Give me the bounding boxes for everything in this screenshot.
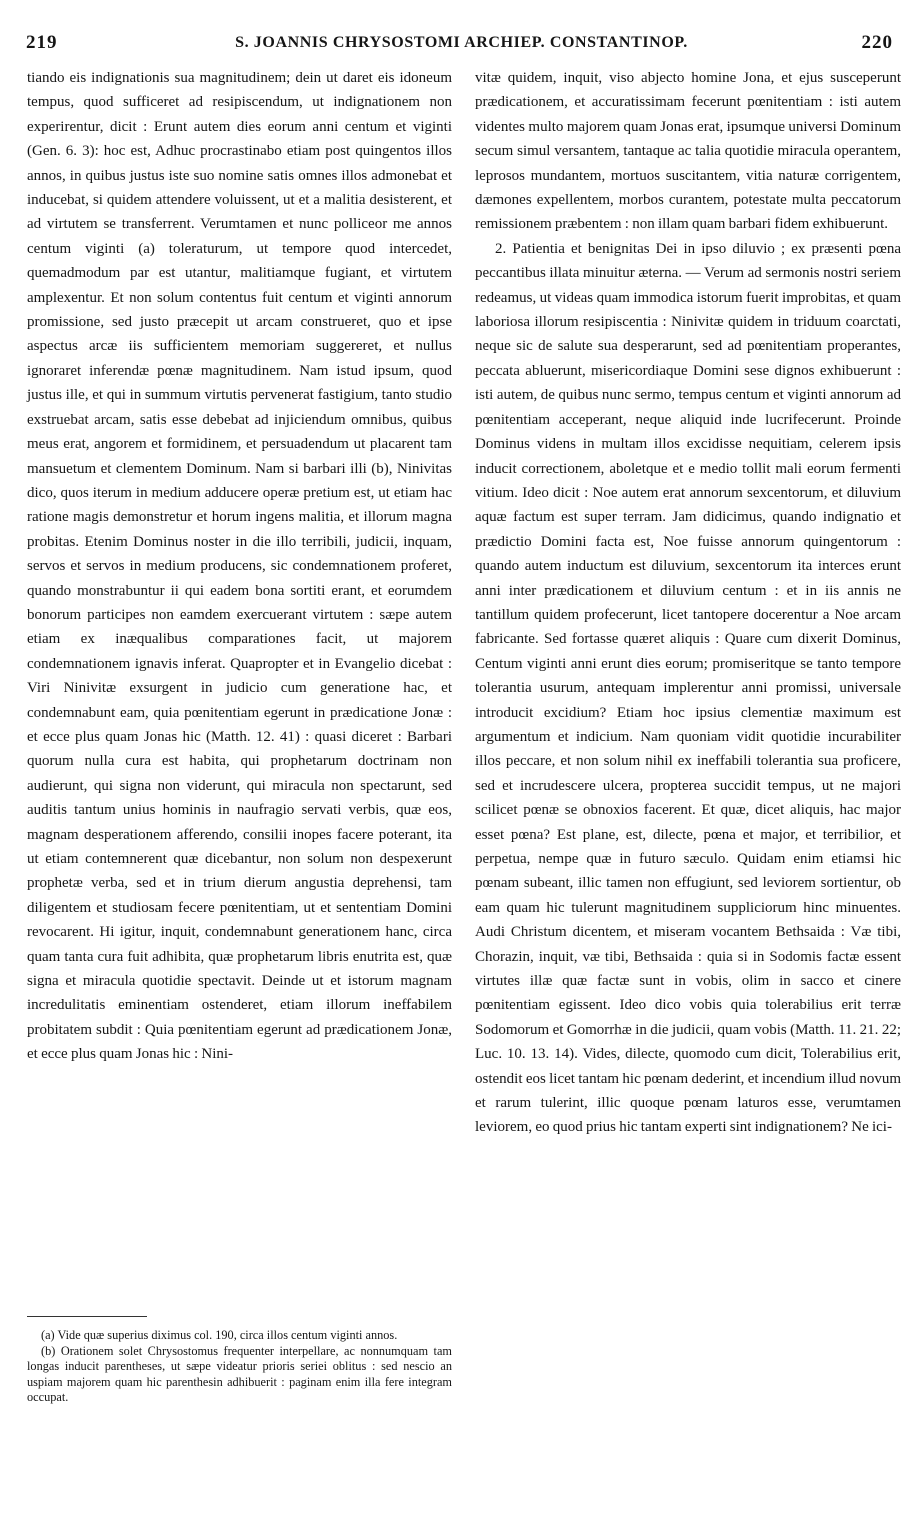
right-column: [475, 66, 901, 1501]
running-header: [0, 32, 923, 58]
left-column: [27, 66, 452, 1311]
footnotes: [27, 1328, 452, 1406]
page-number-left: 219: [26, 32, 58, 53]
right-paragraph-2: 2. Patientia et benignitas Dei in ipso diluvio ; ex præsenti pœna peccantibus illata minuitur æterna. — Verum ad sermonis nostri seriem redeamus, ut videas quam immodica istorum fuerit improbitas, et quam laboriosa illorum resipiscentia : Ninivitæ quidem in triduum coarctati, neque sic de salute sua desperarunt, sed ad pœnitentiam properantes, peccata abluerunt, misericordiaque Domini sese dignos exhibuerunt : isti autem, de quibus nunc sermo, tempus centum et viginti annorum ad pœnitentiam acceperant, neque aliquid inde lucrifecerunt. Proinde Dominus videns in multam illos excidisse nequitiam, celerem ipsis inducit correctionem, aboletque et e medio tollit mali eorum fermenti vitium. Ideo dicit : Noe autem erat annorum sexcentorum, et diluvium aquæ factum est super terram. Jam didicimus, quando indignatio et prædictio Domini facta est, Noe fuisse annorum quingentorum : quando autem inductum est diluvium, sexcentorum ita interces erunt anni inter prædicationem et diluvium centum : et in iis annis ne tantillum quidem profecerunt, licet tantopere docerentur a Noe arcam fabricante. Sed fortasse quæret aliquis : Quare cum dixerit Dominus, Centum viginti anni erunt dies eorum; promiseritque se tanto tempore tolerantia usurum, antequam implerentur anni promissi, universale introducit excidium? Etiam hoc ipsius clementiæ maximum est argumentum et indicium. Nam quoniam vidit quotidie incurabiliter illos peccare, et non solum nihil ex ineffabili tolerantia sua proficere, sed et incrudescere ulcera, propterea succidit tempus, ut ne majori scilicet pœnæ se obnoxios facerent. Et quæ, dicet aliquis, hac major esset pœna? Est plane, est, dilecte, pœna et major, et terribilior, et perpetua, nempe quæ in futuro sæculo. Quidam enim etiamsi hic pœnam subeant, illic tamen non effugiunt, sed leviorem sortientur, ob eam quam hic tulerunt magnitudinem suppliciorum hinc minuentes. Audi Christum dicentem, et miseram vocantem Bethsaida : Væ tibi, Chorazin, inquit, væ tibi, Bethsaida : quia si in Sodomis factæ essent virtutes illæ quæ factæ sunt in vobis, olim in sacco et cinere pœnitentiam egissent. Ideo dico vobis quia tolerabilius erit terræ Sodomorum et Gomorrhæ in die judicii, quam vobis (Matth. 11. 21. 22; Luc. 10. 13. 14). Vides, dilecte, quomodo cum dicit, Tolerabilius erit, ostendit eos licet tantam hic pœnam dederint, et incendium illud novum et rarum tulerint, illic quoque pœnam laturos esse, verumtamen leviorem, eo quod prius hic tantam experti sint indignationem? Ne ici-: [475, 240, 901, 1136]
page-number-right: 220: [861, 32, 893, 53]
footnote-a: (a) Vide quæ superius diximus col. 190, circa illos centum viginti annos.: [41, 1328, 398, 1342]
left-paragraph-1: tiando eis indignationis sua magnitudinem; dein ut daret eis idoneum tempus, quod sufficeret ad resipiscendum, ut indignationem non experirentur, dicit : Erunt autem dies eorum anni centum et viginti (Gen. 6. 3): hoc est, Adhuc procrastinabo etiam post quingentos illos annos, in quibus justus iste suo nomine satis omnes illos admonebat et inducebat, si quidem attendere voluissent, ut et a malitia desisterent, et ad virtutem se transferrent. Verumtamen et nunc polliceor me annos centum viginti (a) toleraturum, ut tempore quod intercedet, quemadmodum par est utantur, malitiamque fugiant, et virtutem amplexentur. Et non solum contentus fuit centum et viginti annorum promissione, sed justo præcepit ut arcam construeret, quo et ipse aspectus arcæ iis sufficientem memoriam suggereret, et nullus ignoraret inferendæ pœnæ magnitudinem. Nam istud ipsum, quod justus ille, et qui in summum virtutis pervenerat fastigium, tanto studio exstruebat arcam, satis esse debebat ad injiciendum omnibus, quibus meus erat, angorem et formidinem, et persuadendum ut placarent tam mansuetum et clementem Dominum. Nam si barbari illi (b), Ninivitas dico, quos iterum in medium adducere operæ pretium est, ut etiam hac ratione magis demonstretur et horum ingens malitia, et illorum magna probitas. Etenim Dominus noster in die illo terribili, judicii, inquam, servos et servos in medium producens, sic condemnationem proferet, quando monstrabuntur ii qui eadem bona sortiti erant, et eorumdem bonorum participes non eamdem exercuerant virtutem : sæpe autem etiam ex inæqualibus comparationes facit, ut majorem condemnationem ignavis inferat. Quapropter et in Evangelio dicebat : Viri Ninivitæ exsurgent in judicio cum generatione hac, et condemnabunt eam, quia pœnitentiam egerunt in prædicatione Jonæ : et ecce plus quam Jonas hic (Matth. 12. 41) : quasi diceret : Barbari quorum nulla cura est habita, qui prophetarum doctrinam non audierunt, qui signa non viderunt, qui miracula non spectarunt, sed auditis tantum unius hominis in naufragio servati verbis, quæ eos, magnam desperationem afferendo, consilii inopes facere poterant, ita ut etiam contemnerent quæ dicebantur, non solum non despexerunt prophetæ verba, sed et in trium dierum angustia deprehensi, tam diligentem et studiosam fecere pœnitentiam, ut et sententiam Domini revocarent. Hi igitur, inquit, condemnabunt generationem hanc, circa quam tanta cura fuit adhibita, quæ prophetarum libris enutrita est, quæ signa et miracula quotidie spectavit. Deinde ut et istorum magnam incredulitatis eminentiam ostenderet, etiam illorum ineffabilem probitatem subdit : Quia pœnitentiam egerunt ad prædicationem Jonæ, et ecce plus quam Jonas hic : Nini-: [27, 70, 452, 1063]
right-paragraph-1: vitæ quidem, inquit, viso abjecto homine Jona, et ejus susceperunt prædicationem, et accuratissimam fecerunt pœnitentiam : isti autem videntes multo majorem quam Jonas erat, ipsumque universi Dominum secum simul versantem, tantaque ac talia quotidie miracula operantem, leprosos mundantem, mortuos suscitantem, vitia naturæ corrigentem, dæmones expellentem, morbos curantem, potestate multa peccatorum remissionem præbentem : non illam quam barbari fidem exhibuerunt.: [475, 70, 901, 233]
footnote-b: (b) Orationem solet Chrysostomus frequenter interpellare, ac nonnumquam tam longas inducit parentheses, ut sæpe videatur prioris seriei oblitus : sed nescio an uspiam majorem quam hic parenthesin adhibuerit : paginam enim illa fere integram occupat.: [27, 1343, 452, 1404]
footnote-rule: [27, 1316, 147, 1317]
running-title: S. JOANNIS CHRYSOSTOMI ARCHIEP. CONSTANTINOP.: [235, 34, 688, 51]
